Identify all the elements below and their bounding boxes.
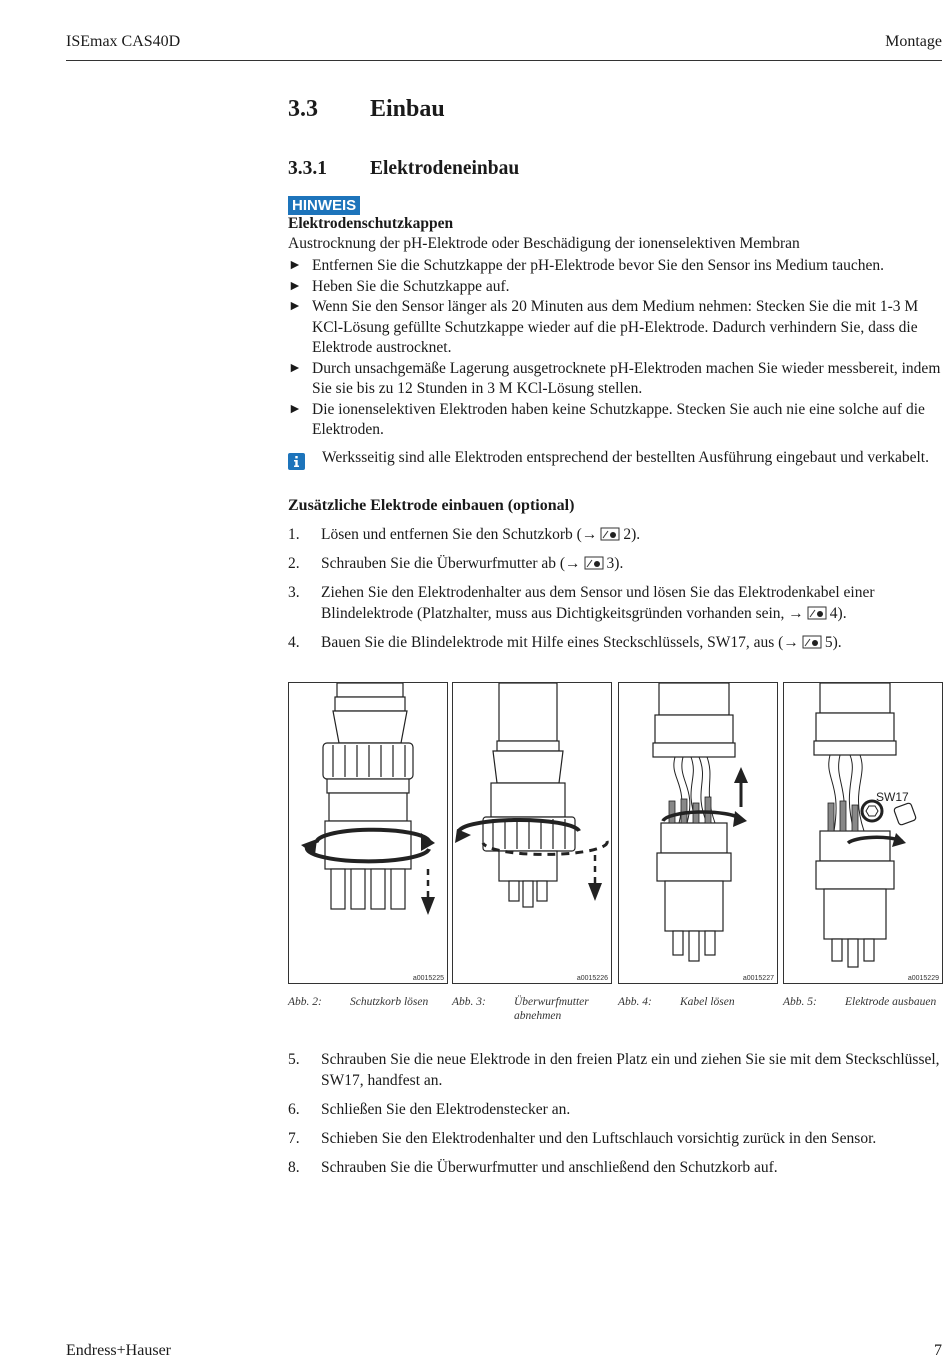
bullet-triangle-icon: ► [288,278,302,294]
figure-code: a0015225 [412,975,444,982]
figure-row [288,682,943,1032]
figure-4-cable [618,682,778,984]
header-product: ISEmax CAS40D [66,33,181,50]
page-header [66,30,942,61]
subsection-number: 3.3.1 [288,158,327,179]
notice-title: Elektrodenschutzkappen [288,215,454,232]
procedure-steps-second [288,1050,943,1187]
figure-caption-text: Schutzkorb lösen [350,996,429,1008]
figure-reference-icon [584,556,604,570]
figure-reference-icon [802,635,822,649]
figure-caption-text: Kabel lösen [680,996,735,1008]
notice-bullet-list [288,256,943,441]
list-item: ► Entfernen Sie die Schutzkappe der pH-Elektrode bevor Sie den Sensor ins Medium tauchen. [288,256,943,277]
figure-caption-text: Elektrode ausbauen [845,996,937,1008]
page-number: 7 [934,1342,942,1359]
figure-2-protection-basket [288,682,448,984]
list-item: 5. Schrauben Sie die neue Elektrode in den freien Platz ein und ziehen Sie sie mit dem Steckschlüssel, SW17, handfest an. [288,1051,940,1089]
info-text: Werksseitig sind alle Elektroden entsprechend der bestellten Ausführung eingebaut und verkabelt. [322,449,929,466]
figure-code: a0015229 [907,975,939,982]
info-icon [288,453,305,470]
notice-badge: HINWEIS [288,196,360,215]
list-item: 6. Schließen Sie den Elektrodenstecker an. [288,1100,571,1118]
sensor-illustration [784,683,942,983]
list-item: 7. Schieben Sie den Elektrodenhalter und den Luftschlauch vorsichtig zurück in den Sensor. [288,1129,877,1147]
figure-code: a0015226 [576,975,608,982]
section-number: 3.3 [288,96,318,122]
list-item: ► Heben Sie die Schutzkappe auf. [288,277,943,298]
bullet-triangle-icon: ► [288,258,302,273]
bullet-triangle-icon: ► [288,401,302,417]
page-footer [66,1342,942,1362]
figure-5-remove-electrode [783,682,943,984]
tool-size-label: SW17 [876,790,909,804]
figure-reference-icon [807,606,827,620]
figure-caption-text: Überwurfmutter abnehmen [514,996,589,1022]
bullet-triangle-icon: ► [288,360,302,376]
section-title: Einbau [370,96,445,122]
subsection-title: Elektrodeneinbau [370,158,520,179]
info-note [288,448,943,469]
sensor-illustration [453,683,611,983]
list-item: 3. Ziehen Sie den Elektrodenhalter aus dem Sensor und lösen Sie das Elektrodenkabel einer Blindelektrode (Platzhalter, muss aus Dichtigkeitsgründen vorhanden sein, → 4). [288,584,875,622]
list-item: ► Durch unsachgemäße Lagerung ausgetrocknete pH-Elektroden machen Sie wieder messbereit, indem Sie sie bis zu 12 Stunden in 3 M KCl-Lösung stellen. [288,359,941,397]
figure-label: Abb. 3: [452,996,486,1008]
list-item: 2. Schrauben Sie die Überwurfmutter ab (→ 3). [288,555,624,572]
footer-company: Endress+Hauser [66,1342,171,1359]
notice-text: Austrocknung der pH-Elektrode oder Beschädigung der ionenselektiven Membran [288,235,800,252]
list-item: 8. Schrauben Sie die Überwurfmutter und anschließend den Schutzkorb auf. [288,1158,778,1176]
header-chapter: Montage [885,33,942,50]
figure-label: Abb. 5: [783,996,817,1008]
figure-3-union-nut [452,682,612,984]
subsection-heading [288,158,519,180]
figure-label: Abb. 4: [618,996,652,1008]
list-item: ► Die ionenselektiven Elektroden haben keine Schutzkappe. Stecken Sie auch nie eine solche auf die Elektroden. [288,400,925,438]
sensor-illustration [619,683,777,983]
list-item: ► Wenn Sie den Sensor länger als 20 Minuten aus dem Medium nehmen: Stecken Sie die mit 1-3 M KCl-Lösung gefüllte Schutzkappe wieder auf die pH-Elektrode. Dadurch verhindern Sie, dass die Elektrode austrocknet. [288,298,919,356]
list-item: 1. Lösen und entfernen Sie den Schutzkorb (→ 2). [288,526,641,543]
procedure-title: Zusätzliche Elektrode einbauen (optional) [288,497,575,514]
figure-reference-icon [600,527,620,541]
procedure-steps-first [288,525,943,662]
bullet-triangle-icon: ► [288,299,302,314]
section-heading [288,96,445,123]
list-item: 4. Bauen Sie die Blindelektrode mit Hilfe eines Steckschlüssels, SW17, aus (→ 5). [288,633,842,651]
figure-label: Abb. 2: [288,996,322,1008]
figure-code: a0015227 [742,975,774,982]
sensor-illustration [289,683,447,983]
